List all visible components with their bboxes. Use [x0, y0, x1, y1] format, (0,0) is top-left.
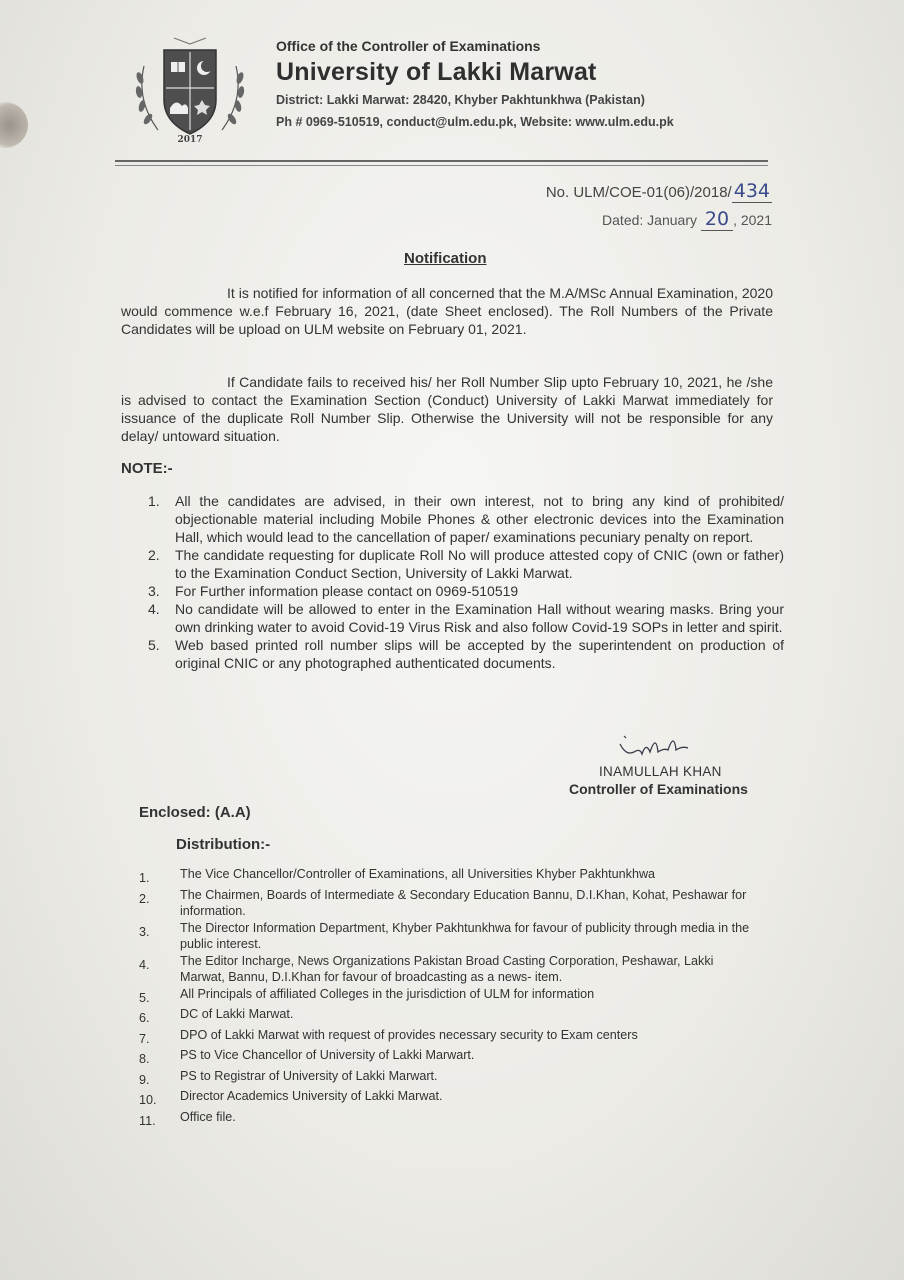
logo-year: 2017 — [177, 135, 203, 145]
distribution-item — [139, 866, 759, 887]
handwritten-signature — [612, 730, 692, 766]
note-number: 1. — [148, 493, 160, 509]
note-item — [148, 600, 784, 636]
notification-title: Notification — [404, 250, 487, 267]
distribution-item — [139, 1047, 759, 1068]
note-item — [148, 636, 784, 672]
distribution-list — [139, 866, 759, 1129]
letterhead — [276, 38, 674, 137]
header-rule-thin — [115, 165, 768, 166]
signatory-name: INAMULLAH KHAN — [599, 764, 722, 779]
distribution-item — [139, 920, 759, 953]
distribution-item — [139, 1109, 759, 1130]
reference-number — [546, 180, 772, 202]
note-item — [148, 492, 784, 546]
note-number: 2. — [148, 547, 160, 563]
distribution-number: 7. — [139, 1031, 150, 1046]
note-text: All the candidates are advised, in their own interest, not to bring any kind of prohibited/ objectionable material including Mobile Phones & other electronic devices into the Examination Hall, which would lead to the cancellation of paper/ examinations pecuniary penalty on report. — [175, 493, 784, 545]
distribution-number: 5. — [139, 990, 150, 1005]
note-heading: NOTE:- — [121, 460, 173, 477]
distribution-item — [139, 1068, 759, 1089]
note-text: The candidate requesting for duplicate Roll No will produce attested copy of CNIC (own or father) to the Examination Conduct Section, University of Lakki Marwat. — [175, 547, 784, 581]
distribution-number: 2. — [139, 891, 150, 906]
distribution-text: The Director Information Department, Khyber Pakhtunkhwa for favour of publicity through media in the public interest. — [180, 920, 750, 951]
university-name: University of Lakki Marwat — [276, 58, 597, 86]
note-text: Web based printed roll number slips will be accepted by the superintendent on production of original CNIC or any photographed authenticated documents. — [175, 637, 784, 671]
enclosed-label: Enclosed: (A.A) — [139, 804, 251, 821]
distribution-text: The Editor Incharge, News Organizations Pakistan Broad Casting Corporation, Peshawar, Lakki Marwat, Bannu, D.I.Khan for favour of broadcasting as a news- item. — [180, 953, 714, 984]
distribution-number: 3. — [139, 924, 150, 939]
distribution-text: All Principals of affiliated Colleges in the jurisdiction of ULM for information — [180, 986, 595, 1001]
distribution-heading: Distribution:- — [176, 836, 271, 853]
note-number: 3. — [148, 583, 160, 599]
distribution-text: PS to Vice Chancellor of University of Lakki Marwart. — [180, 1048, 475, 1062]
punch-hole — [0, 102, 28, 148]
distribution-number: 11. — [139, 1113, 156, 1128]
paragraph-2 — [121, 373, 773, 445]
distribution-item — [139, 953, 759, 986]
distribution-number: 4. — [139, 957, 150, 972]
distribution-text: The Chairmen, Boards of Intermediate & Secondary Education Bannu, D.I.Khan, Kohat, Peshawar for information. — [180, 887, 747, 918]
distribution-item — [139, 1088, 759, 1109]
address-line: District: Lakki Marwat: 28420, Khyber Pakhtunkhwa (Pakistan) — [276, 93, 645, 107]
note-item — [148, 546, 784, 582]
paragraph-1-text: It is notified for information of all concerned that the M.A/MSc Annual Examination, 2020 would commence w.e.f February 16, 2021, (date Sheet enclosed). The Roll Numbers of the Private Candidates will be upload on ULM website on February 01, 2021. — [121, 285, 773, 337]
date-suffix: , 2021 — [733, 212, 772, 228]
distribution-number: 10. — [139, 1093, 157, 1107]
note-number: 4. — [148, 601, 160, 617]
signatory-designation: Controller of Examinations — [569, 781, 748, 797]
contact-line: Ph # 0969-510519, conduct@ulm.edu.pk, Website: www.ulm.edu.pk — [276, 115, 674, 129]
date-handwritten-day: 20 — [701, 208, 733, 231]
paragraph-1 — [121, 284, 773, 338]
distribution-text: DPO of Lakki Marwat with request of provides necessary security to Exam centers — [180, 1027, 638, 1042]
date-line — [602, 208, 772, 230]
date-prefix: Dated: January — [602, 212, 697, 228]
distribution-number: 9. — [139, 1072, 150, 1087]
distribution-text: Director Academics University of Lakki Marwat. — [180, 1089, 443, 1103]
note-number: 5. — [148, 637, 160, 653]
note-item — [148, 582, 784, 600]
distribution-number: 1. — [139, 871, 150, 885]
note-text: For Further information please contact on 0969-510519 — [175, 583, 519, 599]
distribution-item — [139, 1006, 759, 1027]
distribution-text: The Vice Chancellor/Controller of Examinations, all Universities Khyber Pakhtunkhwa — [180, 867, 656, 881]
office-name: Office of the Controller of Examinations — [276, 38, 541, 54]
distribution-item — [139, 887, 759, 920]
notes-list — [148, 492, 784, 672]
paragraph-2-text: If Candidate fails to received his/ her Roll Number Slip upto February 10, 2021, he /she is advised to contact the Examination Section (Conduct) University of Lakki Marwat immediately for issuance of the duplicate Roll Number Slip. Otherwise the University will not be responsible for any delay/ untoward situation. — [121, 374, 773, 444]
university-logo — [130, 30, 250, 150]
reference-handwritten-number: 434 — [733, 180, 770, 202]
note-text: No candidate will be allowed to enter in the Examination Hall without wearing masks. Bring your own drinking water to avoid Covid-19 Virus Risk and also follow Covid-19 SOPs in letter and spirit. — [175, 601, 784, 635]
distribution-item — [139, 986, 759, 1007]
reference-prefix: No. ULM/COE-01(06)/2018/ — [545, 184, 732, 201]
distribution-item — [139, 1027, 759, 1048]
distribution-number: 8. — [139, 1052, 150, 1066]
distribution-text: DC of Lakki Marwat. — [180, 1007, 294, 1021]
header-rule — [115, 160, 768, 162]
distribution-number: 6. — [139, 1011, 150, 1025]
distribution-text: PS to Registrar of University of Lakki Marwart. — [180, 1068, 438, 1083]
distribution-text: Office file. — [180, 1109, 236, 1124]
